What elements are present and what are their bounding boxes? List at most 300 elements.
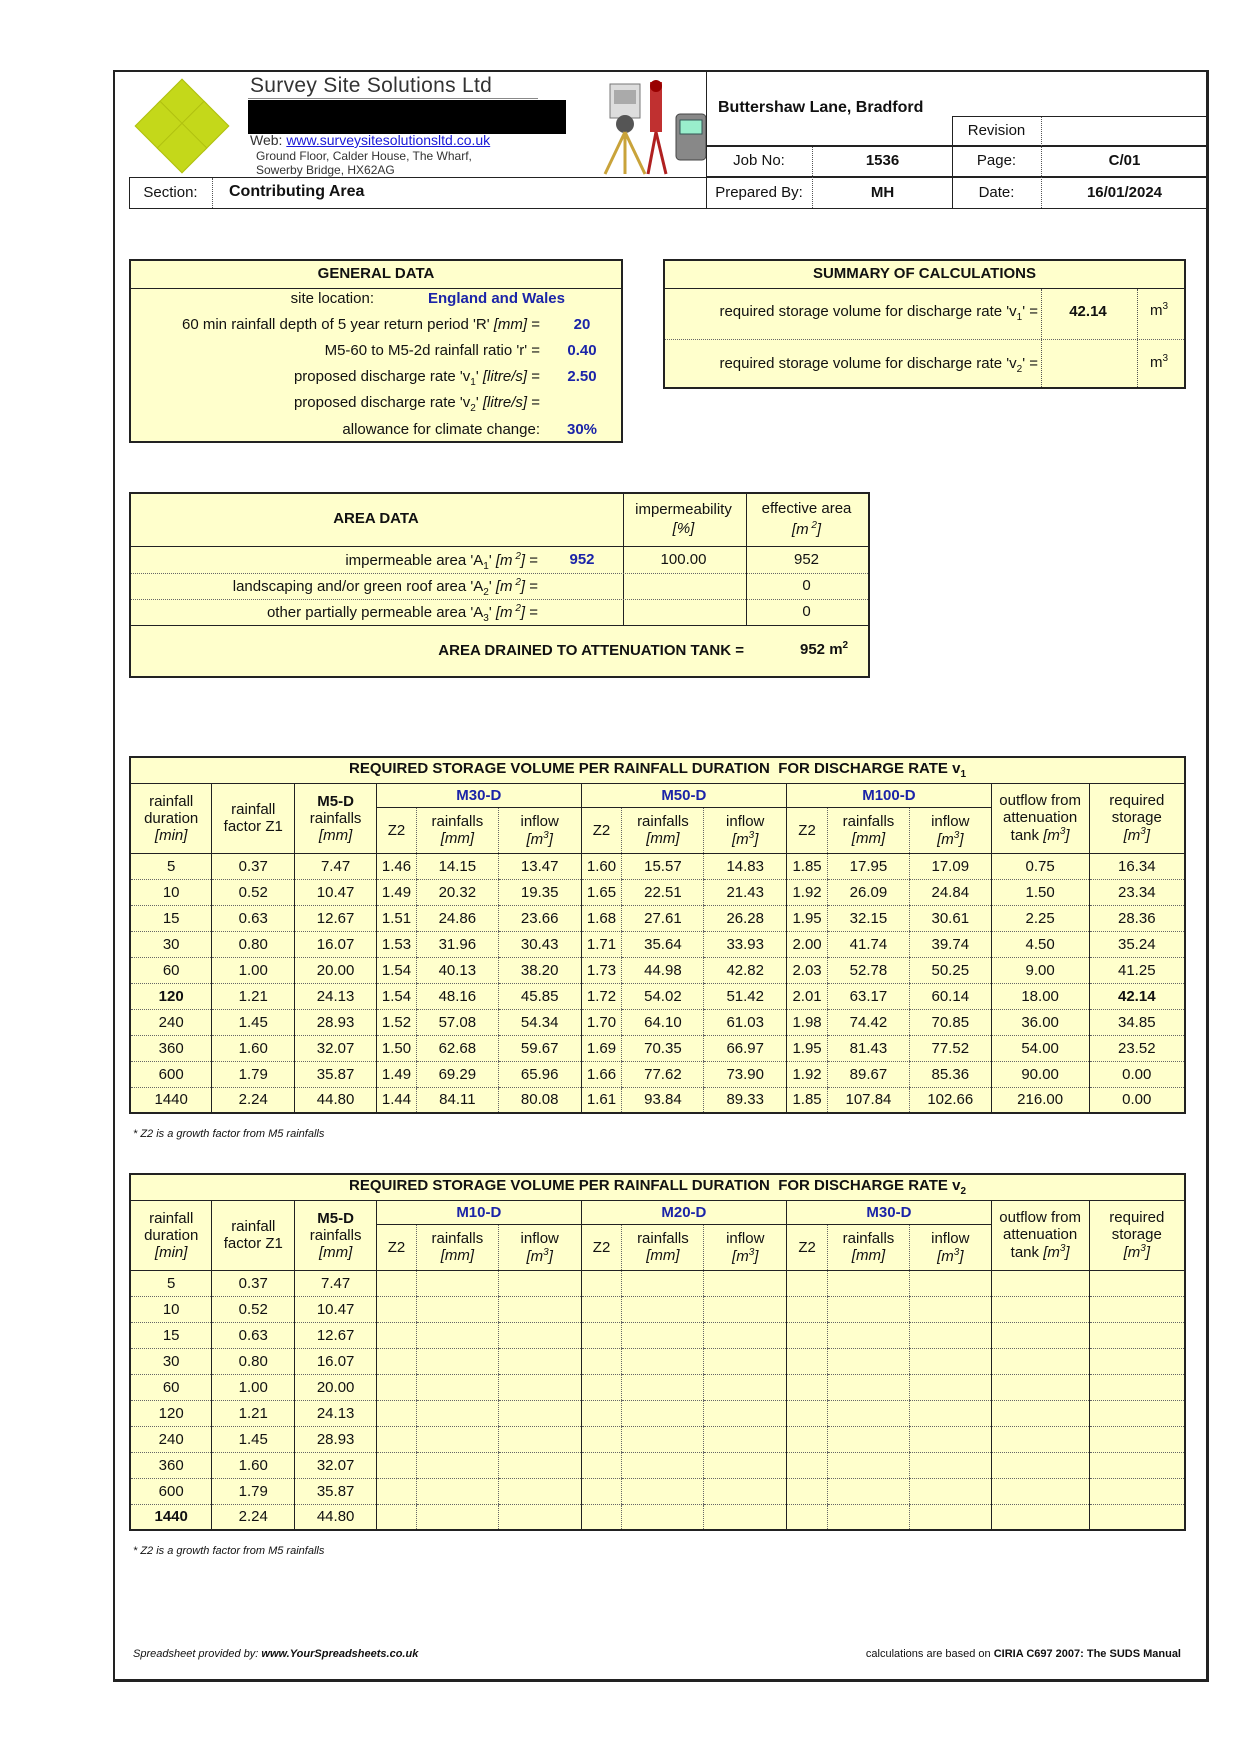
table-cell xyxy=(909,1426,991,1452)
table-cell: 1.50 xyxy=(991,879,1089,905)
table-cell: 1.60 xyxy=(581,853,622,879)
table-cell xyxy=(1089,1296,1185,1322)
table-cell: 0.63 xyxy=(212,1322,295,1348)
table-cell xyxy=(622,1478,704,1504)
table-cell xyxy=(416,1322,498,1348)
table-cell xyxy=(828,1348,910,1374)
table-cell xyxy=(828,1270,910,1296)
table-cell xyxy=(909,1296,991,1322)
table-cell: 2.03 xyxy=(787,957,828,983)
table-cell xyxy=(622,1400,704,1426)
table-cell: 39.74 xyxy=(909,931,991,957)
table-cell: 0.52 xyxy=(212,1296,295,1322)
table-cell xyxy=(377,1374,417,1400)
table-cell xyxy=(828,1504,910,1530)
climate-change-label: allowance for climate change: xyxy=(342,421,540,438)
table-cell xyxy=(416,1348,498,1374)
table-cell: 23.34 xyxy=(1089,879,1185,905)
table-cell xyxy=(1089,1348,1185,1374)
rainfall-ratio-label: M5-60 to M5-2d rainfall ratio 'r' = xyxy=(324,342,540,359)
table-cell: 52.78 xyxy=(828,957,910,983)
table-cell: 1.85 xyxy=(787,853,828,879)
table-cell: 77.62 xyxy=(622,1061,704,1087)
table-cell xyxy=(416,1426,498,1452)
table-cell xyxy=(498,1504,581,1530)
table-row xyxy=(130,853,1185,879)
table-cell: 44.80 xyxy=(295,1087,377,1113)
table-cell: 1.54 xyxy=(377,983,417,1009)
table-cell: 1.92 xyxy=(787,879,828,905)
table-cell xyxy=(498,1348,581,1374)
prepared-by-value: MH xyxy=(870,184,895,201)
table-cell: 70.35 xyxy=(622,1035,704,1061)
table-row xyxy=(130,879,1185,905)
summary-v2-label: required storage volume for discharge rate '$v_2$' = xyxy=(719,355,1038,375)
table-cell xyxy=(622,1374,704,1400)
col-header-rainfalls: rainfalls [mm] xyxy=(416,1224,498,1270)
company-web: Web: www.surveysitesolutionsltd.co.uk xyxy=(250,132,491,148)
discharge-v1-value: 2.50 xyxy=(567,368,597,385)
table-cell: 7.47 xyxy=(295,1270,377,1296)
table-cell: 80.08 xyxy=(498,1087,581,1113)
table-cell: 1.49 xyxy=(377,879,417,905)
col-group-header: M10-D xyxy=(377,1200,582,1224)
table-cell: 90.00 xyxy=(991,1061,1089,1087)
table-row xyxy=(130,1009,1185,1035)
table-cell: 60 xyxy=(130,957,212,983)
storage-table-title: REQUIRED STORAGE VOLUME PER RAINFALL DURATION FOR DISCHARGE RATE $v_2$ xyxy=(130,1174,1185,1200)
table-cell xyxy=(622,1504,704,1530)
table-row xyxy=(130,1061,1185,1087)
table-cell xyxy=(828,1426,910,1452)
table-cell xyxy=(787,1322,828,1348)
storage-table-v2 xyxy=(129,1173,1186,1531)
table-cell: 1.60 xyxy=(212,1452,295,1478)
table-cell: 1.71 xyxy=(581,931,622,957)
table-cell: 70.85 xyxy=(909,1009,991,1035)
table-cell xyxy=(498,1400,581,1426)
table-cell: 1.21 xyxy=(212,983,295,1009)
table-cell: 54.00 xyxy=(991,1035,1089,1061)
table-cell: 16.34 xyxy=(1089,853,1185,879)
table-cell: 1.98 xyxy=(787,1009,828,1035)
table-cell: 1.53 xyxy=(377,931,417,957)
col-header-required: required storage $[m^3]$ xyxy=(1089,1200,1185,1270)
table-cell: 1.00 xyxy=(212,1374,295,1400)
table-cell: 81.43 xyxy=(828,1035,910,1061)
table-cell xyxy=(828,1374,910,1400)
table-cell xyxy=(828,1478,910,1504)
table-cell: 27.61 xyxy=(622,905,704,931)
table-cell: 360 xyxy=(130,1035,212,1061)
impermeability-header: impermeability xyxy=(635,501,732,518)
summary-v1-value: 42.14 xyxy=(1069,303,1107,320)
table-cell: 2.25 xyxy=(991,905,1089,931)
table-cell: 1440 xyxy=(130,1504,212,1530)
area-data-title: AREA DATA xyxy=(333,510,419,527)
table-cell: 16.07 xyxy=(295,1348,377,1374)
table-cell: 45.85 xyxy=(498,983,581,1009)
table-cell: 1.73 xyxy=(581,957,622,983)
table-cell xyxy=(377,1504,417,1530)
table-cell: 54.02 xyxy=(622,983,704,1009)
col-header-z2: Z2 xyxy=(581,1224,622,1270)
table-cell xyxy=(909,1374,991,1400)
company-web-link[interactable]: www.surveysitesolutionsltd.co.uk xyxy=(286,132,491,148)
table-cell xyxy=(1089,1374,1185,1400)
table-cell: 73.90 xyxy=(704,1061,787,1087)
table-cell xyxy=(991,1504,1089,1530)
table-cell xyxy=(377,1478,417,1504)
table-cell: 1.85 xyxy=(787,1087,828,1113)
table-cell: 89.67 xyxy=(828,1061,910,1087)
col-header-inflow: inflow $[m^3]$ xyxy=(498,807,581,853)
table-cell: 59.67 xyxy=(498,1035,581,1061)
table-cell xyxy=(704,1270,787,1296)
table-cell: 65.96 xyxy=(498,1061,581,1087)
revision-label: Revision xyxy=(967,122,1026,139)
table-cell: 5 xyxy=(130,853,212,879)
col-header-duration: rainfall duration [min] xyxy=(130,783,212,853)
rainfall-depth-value: 20 xyxy=(573,316,591,333)
table-cell xyxy=(377,1400,417,1426)
table-cell xyxy=(909,1322,991,1348)
table-cell: 0.52 xyxy=(212,879,295,905)
summary-v1-unit: $m^3$ xyxy=(1150,301,1169,319)
site-location-label: site location: xyxy=(290,290,374,307)
col-group-header: M50-D xyxy=(581,783,787,807)
table-cell xyxy=(787,1296,828,1322)
area-row-effective: 0 xyxy=(802,577,811,594)
table-cell: 51.42 xyxy=(704,983,787,1009)
table-cell xyxy=(498,1322,581,1348)
table-cell: 0.37 xyxy=(212,853,295,879)
table-cell xyxy=(909,1400,991,1426)
section-value: Contributing Area xyxy=(229,183,365,200)
col-header-rainfalls: rainfalls [mm] xyxy=(828,807,910,853)
area-row-effective: 0 xyxy=(802,603,811,620)
page-label: Page: xyxy=(976,152,1017,169)
table-cell: 240 xyxy=(130,1426,212,1452)
col-group-header: M100-D xyxy=(787,783,992,807)
table-cell: 18.00 xyxy=(991,983,1089,1009)
table-cell: 28.93 xyxy=(295,1426,377,1452)
table-cell xyxy=(1089,1400,1185,1426)
table-cell: 0.37 xyxy=(212,1270,295,1296)
table-row xyxy=(130,905,1185,931)
table-cell xyxy=(828,1452,910,1478)
table-row xyxy=(130,1374,1185,1400)
table-cell: 1.00 xyxy=(212,957,295,983)
table-cell xyxy=(416,1452,498,1478)
table-cell: 62.68 xyxy=(416,1035,498,1061)
area-row-impermeability: 100.00 xyxy=(660,551,707,568)
table-cell xyxy=(1089,1322,1185,1348)
table-row xyxy=(130,1504,1185,1530)
table-cell: 1.68 xyxy=(581,905,622,931)
table-cell: 33.93 xyxy=(704,931,787,957)
table-cell: 20.32 xyxy=(416,879,498,905)
table-cell: 2.24 xyxy=(212,1504,295,1530)
table-cell: 40.13 xyxy=(416,957,498,983)
table-cell: 1.21 xyxy=(212,1400,295,1426)
survey-instrument-icon xyxy=(590,78,714,176)
table-cell: 24.13 xyxy=(295,1400,377,1426)
table-cell xyxy=(1089,1426,1185,1452)
table-cell: 61.03 xyxy=(704,1009,787,1035)
table-cell xyxy=(909,1348,991,1374)
table-cell: 93.84 xyxy=(622,1087,704,1113)
table-cell xyxy=(416,1270,498,1296)
discharge-v1-label: proposed discharge rate '$v_1$' [litre/s] = xyxy=(293,368,540,388)
col-header-inflow: inflow $[m^3]$ xyxy=(498,1224,581,1270)
table-row xyxy=(130,1478,1185,1504)
footer-left: Spreadsheet provided by: www.YourSpreadsheets.co.uk xyxy=(133,1648,419,1660)
col-header-z2: Z2 xyxy=(787,807,828,853)
rainfall-depth-label: 60 min rainfall depth of 5 year return period 'R' [mm] = xyxy=(182,316,540,333)
table-cell: 23.52 xyxy=(1089,1035,1185,1061)
table-cell xyxy=(991,1270,1089,1296)
col-header-z2: Z2 xyxy=(377,807,417,853)
effective-area-header: effective area xyxy=(761,500,852,517)
col-header-m5: M5-D rainfalls [mm] xyxy=(295,1200,377,1270)
table-cell xyxy=(991,1426,1089,1452)
area-row-label: other partially permeable area '$A_3$' [m $^2$] = xyxy=(266,603,538,624)
table-cell: 16.07 xyxy=(295,931,377,957)
table-cell: 1.95 xyxy=(787,905,828,931)
table-cell xyxy=(704,1478,787,1504)
table-cell: 54.34 xyxy=(498,1009,581,1035)
project-name: Buttershaw Lane, Bradford xyxy=(718,99,924,116)
table-cell: 1.49 xyxy=(377,1061,417,1087)
table-cell: 4.50 xyxy=(991,931,1089,957)
table-cell: 1.44 xyxy=(377,1087,417,1113)
table-cell xyxy=(416,1504,498,1530)
table-cell: 64.10 xyxy=(622,1009,704,1035)
table-cell xyxy=(377,1452,417,1478)
table-cell: 1.50 xyxy=(377,1035,417,1061)
table-cell: 42.14 xyxy=(1089,983,1185,1009)
table-cell: 23.66 xyxy=(498,905,581,931)
table-cell xyxy=(991,1296,1089,1322)
table-cell: 1.45 xyxy=(212,1009,295,1035)
table-cell xyxy=(787,1270,828,1296)
general-data-title: GENERAL DATA xyxy=(317,265,435,282)
table-cell: 5 xyxy=(130,1270,212,1296)
table-cell: 0.75 xyxy=(991,853,1089,879)
table-cell: 0.80 xyxy=(212,1348,295,1374)
table-cell: 26.28 xyxy=(704,905,787,931)
table-cell xyxy=(704,1322,787,1348)
table-cell: 32.07 xyxy=(295,1452,377,1478)
table-cell xyxy=(581,1270,622,1296)
discharge-v2-label: proposed discharge rate '$v_2$' [litre/s] = xyxy=(293,394,540,414)
table-cell xyxy=(377,1426,417,1452)
table-cell xyxy=(377,1322,417,1348)
table-cell: 0.00 xyxy=(1089,1087,1185,1113)
table-cell: 1.65 xyxy=(581,879,622,905)
col-header-required: required storage $[m^3]$ xyxy=(1089,783,1185,853)
rainfall-ratio-value: 0.40 xyxy=(567,342,597,359)
table-cell xyxy=(581,1400,622,1426)
table-cell xyxy=(622,1296,704,1322)
table-row xyxy=(130,957,1185,983)
company-logo-block xyxy=(128,72,717,176)
table-cell: 20.00 xyxy=(295,1374,377,1400)
table-cell: 1.51 xyxy=(377,905,417,931)
table-cell: 12.67 xyxy=(295,905,377,931)
company-name: Survey Site Solutions Ltd xyxy=(250,74,493,97)
table-cell xyxy=(581,1322,622,1348)
table-cell: 35.87 xyxy=(295,1478,377,1504)
table-cell: 1.66 xyxy=(581,1061,622,1087)
table-cell: 1.60 xyxy=(212,1035,295,1061)
z2-note: * Z2 is a growth factor from M5 rainfalls xyxy=(133,1128,325,1140)
table-cell xyxy=(581,1504,622,1530)
table-cell: 22.51 xyxy=(622,879,704,905)
col-group-header: M30-D xyxy=(377,783,582,807)
col-group-header: M20-D xyxy=(581,1200,787,1224)
table-cell xyxy=(498,1270,581,1296)
table-cell: 10.47 xyxy=(295,879,377,905)
table-cell: 38.20 xyxy=(498,957,581,983)
table-cell xyxy=(704,1296,787,1322)
col-header-inflow: inflow $[m^3]$ xyxy=(909,1224,991,1270)
table-cell xyxy=(416,1478,498,1504)
table-cell: 1.61 xyxy=(581,1087,622,1113)
company-address-line1: Ground Floor, Calder House, The Wharf, xyxy=(256,149,472,163)
table-cell: 120 xyxy=(130,983,212,1009)
table-cell: 0.63 xyxy=(212,905,295,931)
job-no-value: 1536 xyxy=(865,152,900,169)
col-header-rainfalls: rainfalls [mm] xyxy=(416,807,498,853)
col-header-factor: rainfall factor Z1 xyxy=(212,783,295,853)
table-cell xyxy=(1089,1504,1185,1530)
table-cell xyxy=(991,1452,1089,1478)
table-cell: 48.16 xyxy=(416,983,498,1009)
table-row xyxy=(130,1296,1185,1322)
table-cell xyxy=(416,1374,498,1400)
table-cell xyxy=(581,1374,622,1400)
table-cell: 10 xyxy=(130,879,212,905)
table-cell xyxy=(787,1348,828,1374)
table-row xyxy=(130,1426,1185,1452)
table-cell: 2.01 xyxy=(787,983,828,1009)
col-header-m5: M5-D rainfalls [mm] xyxy=(295,783,377,853)
table-cell xyxy=(498,1296,581,1322)
table-cell: 15 xyxy=(130,905,212,931)
table-row xyxy=(130,1452,1185,1478)
table-cell: 41.25 xyxy=(1089,957,1185,983)
table-cell xyxy=(498,1478,581,1504)
col-header-rainfalls: rainfalls [mm] xyxy=(622,1224,704,1270)
table-cell: 30 xyxy=(130,931,212,957)
area-row-value: 952 xyxy=(569,551,595,568)
table-cell xyxy=(377,1296,417,1322)
table-row xyxy=(130,1348,1185,1374)
area-drained-label: AREA DRAINED TO ATTENUATION TANK = xyxy=(438,642,744,659)
prepared-by-label: Prepared By: xyxy=(715,184,803,201)
table-cell: 20.00 xyxy=(295,957,377,983)
area-row-label: landscaping and/or green roof area '$A_2$' [m $^2$] = xyxy=(232,577,538,598)
table-cell: 60 xyxy=(130,1374,212,1400)
table-cell: 1.46 xyxy=(377,853,417,879)
col-header-rainfalls: rainfalls [mm] xyxy=(622,807,704,853)
table-cell xyxy=(622,1270,704,1296)
table-cell xyxy=(498,1426,581,1452)
table-cell xyxy=(787,1426,828,1452)
table-cell: 30.43 xyxy=(498,931,581,957)
table-cell: 1.79 xyxy=(212,1061,295,1087)
table-cell: 28.93 xyxy=(295,1009,377,1035)
table-cell: 1440 xyxy=(130,1087,212,1113)
table-row xyxy=(130,1035,1185,1061)
table-cell xyxy=(581,1348,622,1374)
table-cell: 32.07 xyxy=(295,1035,377,1061)
table-cell xyxy=(991,1478,1089,1504)
table-cell: 44.80 xyxy=(295,1504,377,1530)
table-cell xyxy=(704,1504,787,1530)
table-cell: 24.13 xyxy=(295,983,377,1009)
table-cell: 240 xyxy=(130,1009,212,1035)
redacted-block xyxy=(248,100,566,134)
table-cell xyxy=(498,1452,581,1478)
table-cell: 35.24 xyxy=(1089,931,1185,957)
table-cell: 84.11 xyxy=(416,1087,498,1113)
table-cell: 14.83 xyxy=(704,853,787,879)
table-cell: 1.72 xyxy=(581,983,622,1009)
table-cell: 600 xyxy=(130,1478,212,1504)
table-cell: 74.42 xyxy=(828,1009,910,1035)
table-row xyxy=(130,931,1185,957)
table-cell: 10 xyxy=(130,1296,212,1322)
table-cell xyxy=(1089,1478,1185,1504)
area-row-effective: 952 xyxy=(793,551,820,568)
date-label: Date: xyxy=(978,184,1015,201)
col-header-outflow: outflow from attenuation tank $[m^3]$ xyxy=(991,1200,1089,1270)
footer-right: calculations are based on CIRIA C697 2007: The SUDS Manual xyxy=(865,1648,1181,1660)
table-cell: 35.64 xyxy=(622,931,704,957)
table-cell: 63.17 xyxy=(828,983,910,1009)
table-cell: 15.57 xyxy=(622,853,704,879)
table-cell: 41.74 xyxy=(828,931,910,957)
table-cell: 1.95 xyxy=(787,1035,828,1061)
table-cell xyxy=(909,1452,991,1478)
table-cell: 60.14 xyxy=(909,983,991,1009)
table-cell: 0.80 xyxy=(212,931,295,957)
table-cell: 15 xyxy=(130,1322,212,1348)
table-cell: 50.25 xyxy=(909,957,991,983)
col-header-duration: rainfall duration [min] xyxy=(130,1200,212,1270)
table-cell: 69.29 xyxy=(416,1061,498,1087)
table-cell xyxy=(909,1270,991,1296)
table-cell xyxy=(622,1452,704,1478)
z2-note: * Z2 is a growth factor from M5 rainfalls xyxy=(133,1545,325,1557)
table-cell: 28.36 xyxy=(1089,905,1185,931)
col-header-z2: Z2 xyxy=(581,807,622,853)
summary-v1-label: required storage volume for discharge rate '$v_1$' = xyxy=(719,303,1038,323)
table-cell: 30.61 xyxy=(909,905,991,931)
table-row xyxy=(130,983,1185,1009)
table-cell xyxy=(991,1322,1089,1348)
table-cell: 216.00 xyxy=(991,1087,1089,1113)
footer-link[interactable]: www.YourSpreadsheets.co.uk xyxy=(261,1648,419,1660)
table-cell xyxy=(828,1400,910,1426)
col-group-header: M30-D xyxy=(787,1200,992,1224)
table-cell xyxy=(622,1426,704,1452)
table-cell: 10.47 xyxy=(295,1296,377,1322)
table-cell: 12.67 xyxy=(295,1322,377,1348)
